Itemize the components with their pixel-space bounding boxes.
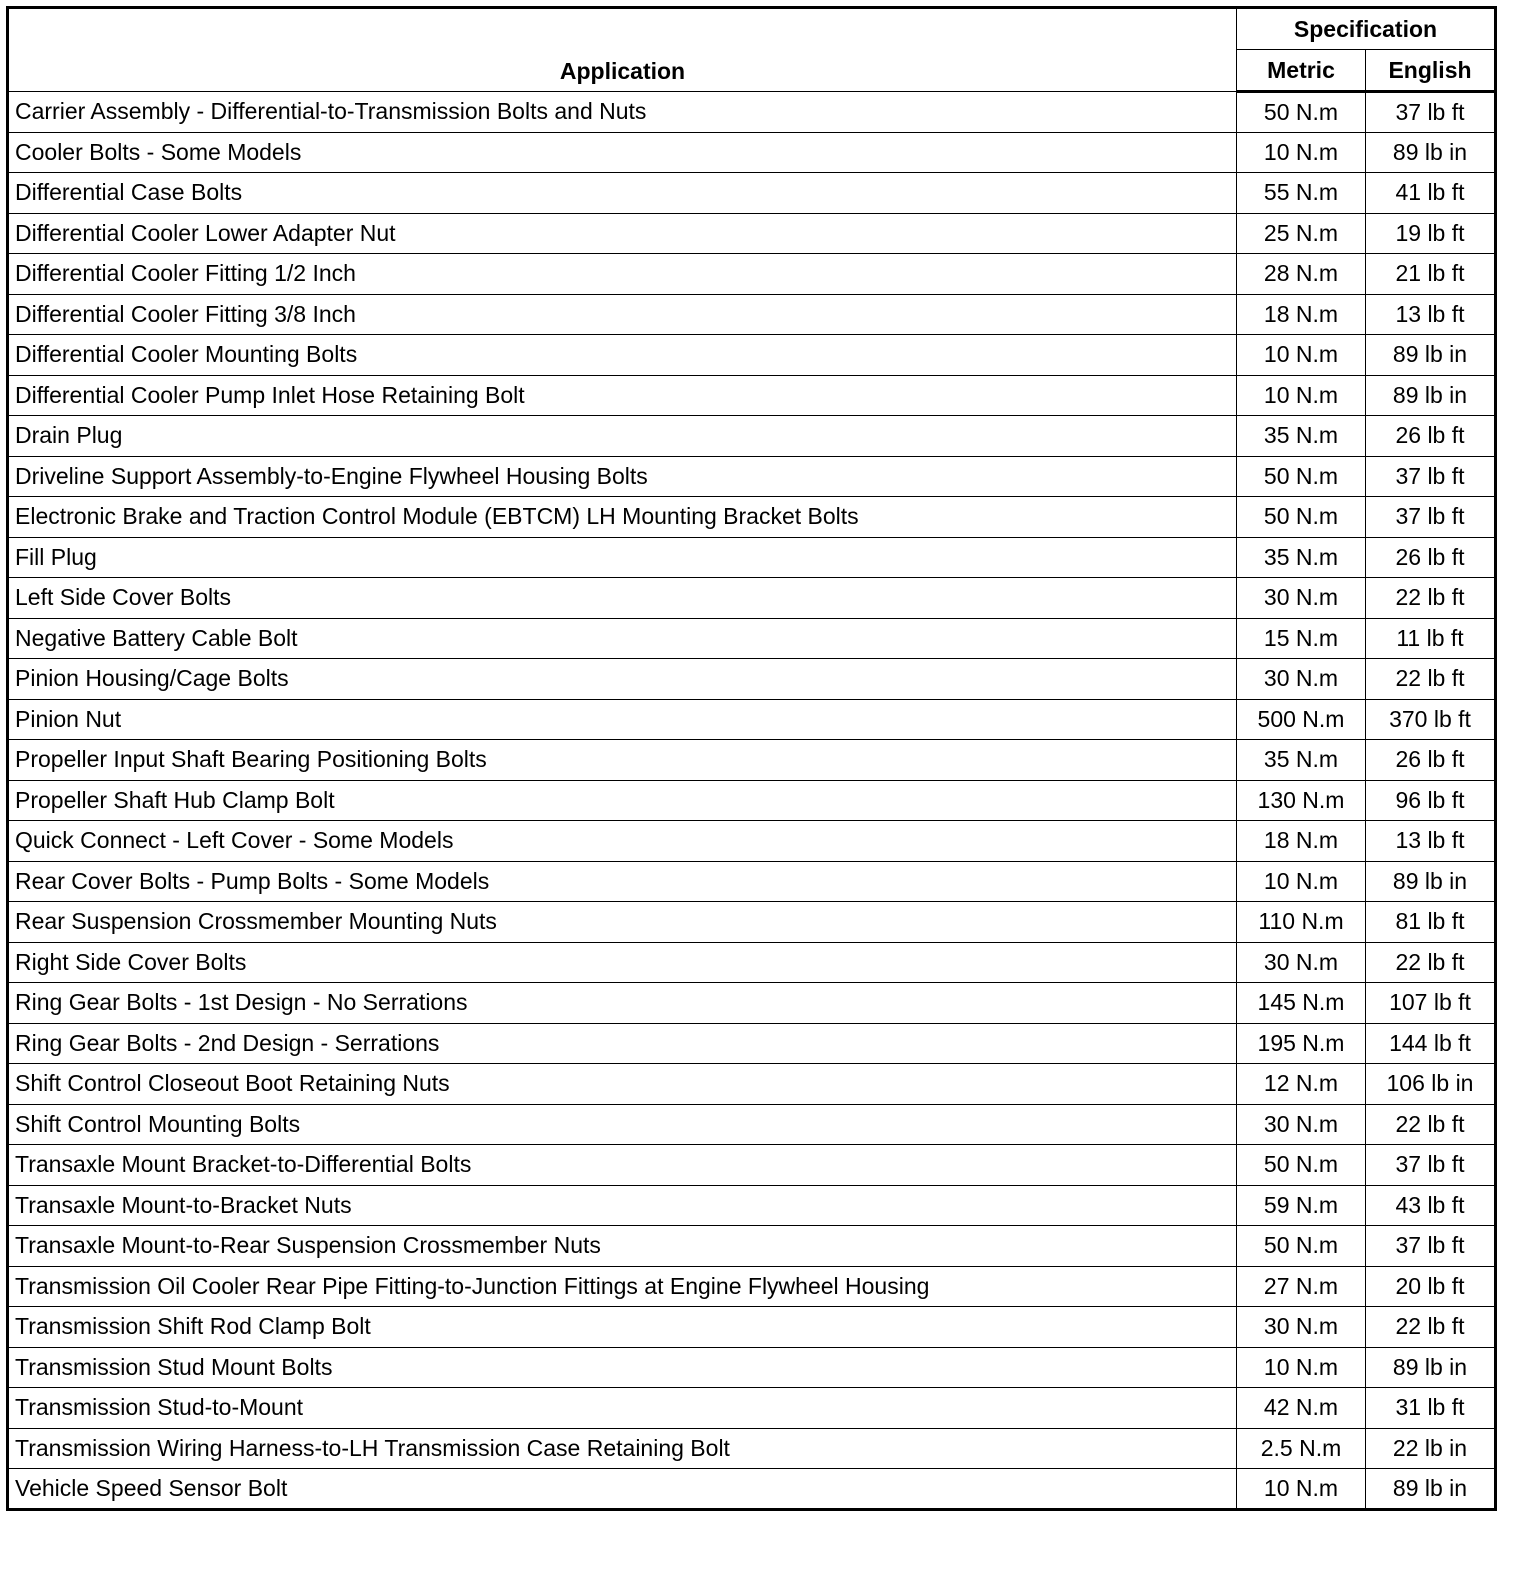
torque-specification-table — [6, 6, 1497, 1511]
application-cell: Propeller Shaft Hub Clamp Bolt — [8, 780, 1237, 821]
english-cell: 22 lb in — [1366, 1428, 1496, 1469]
metric-cell: 59 N.m — [1237, 1185, 1366, 1226]
application-cell: Pinion Housing/Cage Bolts — [8, 659, 1237, 700]
table-row — [8, 1023, 1496, 1064]
table-row — [8, 537, 1496, 578]
metric-cell: 35 N.m — [1237, 537, 1366, 578]
english-cell: 22 lb ft — [1366, 659, 1496, 700]
metric-cell: 50 N.m — [1237, 1226, 1366, 1267]
application-cell: Differential Cooler Mounting Bolts — [8, 335, 1237, 376]
english-cell: 13 lb ft — [1366, 294, 1496, 335]
english-cell: 89 lb in — [1366, 1469, 1496, 1510]
metric-cell: 18 N.m — [1237, 294, 1366, 335]
application-cell: Transmission Wiring Harness-to-LH Transmission Case Retaining Bolt — [8, 1428, 1237, 1469]
table-row — [8, 861, 1496, 902]
metric-cell: 15 N.m — [1237, 618, 1366, 659]
application-cell: Differential Cooler Lower Adapter Nut — [8, 213, 1237, 254]
application-cell: Transaxle Mount-to-Rear Suspension Crossmember Nuts — [8, 1226, 1237, 1267]
application-cell: Differential Case Bolts — [8, 173, 1237, 214]
english-cell: 22 lb ft — [1366, 1307, 1496, 1348]
english-cell: 144 lb ft — [1366, 1023, 1496, 1064]
table-row — [8, 659, 1496, 700]
table-row — [8, 780, 1496, 821]
header-row-top — [8, 8, 1496, 50]
metric-cell: 145 N.m — [1237, 983, 1366, 1024]
table-row — [8, 942, 1496, 983]
application-cell: Negative Battery Cable Bolt — [8, 618, 1237, 659]
application-cell: Transmission Shift Rod Clamp Bolt — [8, 1307, 1237, 1348]
metric-header: Metric — [1237, 50, 1366, 92]
table-row — [8, 375, 1496, 416]
english-cell: 107 lb ft — [1366, 983, 1496, 1024]
application-cell: Differential Cooler Pump Inlet Hose Retaining Bolt — [8, 375, 1237, 416]
table-row — [8, 1469, 1496, 1510]
application-cell: Transaxle Mount-to-Bracket Nuts — [8, 1185, 1237, 1226]
english-cell: 37 lb ft — [1366, 456, 1496, 497]
metric-cell: 50 N.m — [1237, 497, 1366, 538]
english-cell: 11 lb ft — [1366, 618, 1496, 659]
application-cell: Differential Cooler Fitting 1/2 Inch — [8, 254, 1237, 295]
table-row — [8, 213, 1496, 254]
application-cell: Rear Suspension Crossmember Mounting Nuts — [8, 902, 1237, 943]
table-row — [8, 983, 1496, 1024]
table-row — [8, 740, 1496, 781]
application-cell: Cooler Bolts - Some Models — [8, 132, 1237, 173]
english-cell: 37 lb ft — [1366, 1145, 1496, 1186]
application-cell: Shift Control Mounting Bolts — [8, 1104, 1237, 1145]
metric-cell: 35 N.m — [1237, 416, 1366, 457]
table-row — [8, 1266, 1496, 1307]
table-row — [8, 1388, 1496, 1429]
table-row — [8, 335, 1496, 376]
metric-cell: 2.5 N.m — [1237, 1428, 1366, 1469]
english-cell: 19 lb ft — [1366, 213, 1496, 254]
metric-cell: 30 N.m — [1237, 1104, 1366, 1145]
english-cell: 22 lb ft — [1366, 942, 1496, 983]
table-row — [8, 1185, 1496, 1226]
english-cell: 96 lb ft — [1366, 780, 1496, 821]
english-cell: 106 lb in — [1366, 1064, 1496, 1105]
english-cell: 22 lb ft — [1366, 1104, 1496, 1145]
metric-cell: 50 N.m — [1237, 456, 1366, 497]
metric-cell: 42 N.m — [1237, 1388, 1366, 1429]
application-cell: Fill Plug — [8, 537, 1237, 578]
metric-cell: 10 N.m — [1237, 132, 1366, 173]
metric-cell: 110 N.m — [1237, 902, 1366, 943]
application-cell: Rear Cover Bolts - Pump Bolts - Some Models — [8, 861, 1237, 902]
metric-cell: 30 N.m — [1237, 942, 1366, 983]
application-cell: Pinion Nut — [8, 699, 1237, 740]
metric-cell: 30 N.m — [1237, 659, 1366, 700]
english-header: English — [1366, 50, 1496, 92]
english-cell: 26 lb ft — [1366, 416, 1496, 457]
table-row — [8, 821, 1496, 862]
metric-cell: 50 N.m — [1237, 1145, 1366, 1186]
application-cell: Ring Gear Bolts - 1st Design - No Serrations — [8, 983, 1237, 1024]
table-row — [8, 618, 1496, 659]
english-cell: 89 lb in — [1366, 375, 1496, 416]
table-row — [8, 1145, 1496, 1186]
table-row — [8, 699, 1496, 740]
table-row — [8, 902, 1496, 943]
table-row — [8, 416, 1496, 457]
metric-cell: 30 N.m — [1237, 1307, 1366, 1348]
table-row — [8, 1428, 1496, 1469]
application-cell: Transmission Stud-to-Mount — [8, 1388, 1237, 1429]
application-cell: Ring Gear Bolts - 2nd Design - Serrations — [8, 1023, 1237, 1064]
english-cell: 37 lb ft — [1366, 92, 1496, 133]
metric-cell: 27 N.m — [1237, 1266, 1366, 1307]
metric-cell: 195 N.m — [1237, 1023, 1366, 1064]
application-cell: Driveline Support Assembly-to-Engine Flywheel Housing Bolts — [8, 456, 1237, 497]
table-row — [8, 1226, 1496, 1267]
metric-cell: 10 N.m — [1237, 1347, 1366, 1388]
table-row — [8, 92, 1496, 133]
english-cell: 20 lb ft — [1366, 1266, 1496, 1307]
table-header — [8, 8, 1496, 92]
application-cell: Transaxle Mount Bracket-to-Differential Bolts — [8, 1145, 1237, 1186]
english-cell: 26 lb ft — [1366, 740, 1496, 781]
application-cell: Shift Control Closeout Boot Retaining Nuts — [8, 1064, 1237, 1105]
table-row — [8, 254, 1496, 295]
metric-cell: 28 N.m — [1237, 254, 1366, 295]
metric-cell: 30 N.m — [1237, 578, 1366, 619]
application-cell: Quick Connect - Left Cover - Some Models — [8, 821, 1237, 862]
application-cell: Differential Cooler Fitting 3/8 Inch — [8, 294, 1237, 335]
english-cell: 89 lb in — [1366, 132, 1496, 173]
english-cell: 370 lb ft — [1366, 699, 1496, 740]
english-cell: 26 lb ft — [1366, 537, 1496, 578]
metric-cell: 10 N.m — [1237, 1469, 1366, 1510]
table-row — [8, 1307, 1496, 1348]
english-cell: 37 lb ft — [1366, 497, 1496, 538]
specification-header: Specification — [1237, 8, 1496, 50]
english-cell: 89 lb in — [1366, 335, 1496, 376]
english-cell: 13 lb ft — [1366, 821, 1496, 862]
table-row — [8, 1104, 1496, 1145]
english-cell: 41 lb ft — [1366, 173, 1496, 214]
english-cell: 43 lb ft — [1366, 1185, 1496, 1226]
application-cell: Left Side Cover Bolts — [8, 578, 1237, 619]
metric-cell: 25 N.m — [1237, 213, 1366, 254]
metric-cell: 55 N.m — [1237, 173, 1366, 214]
table-row — [8, 497, 1496, 538]
application-cell: Propeller Input Shaft Bearing Positioning Bolts — [8, 740, 1237, 781]
metric-cell: 35 N.m — [1237, 740, 1366, 781]
english-cell: 22 lb ft — [1366, 578, 1496, 619]
application-cell: Drain Plug — [8, 416, 1237, 457]
english-cell: 81 lb ft — [1366, 902, 1496, 943]
table-row — [8, 578, 1496, 619]
table-row — [8, 1347, 1496, 1388]
metric-cell: 12 N.m — [1237, 1064, 1366, 1105]
metric-cell: 130 N.m — [1237, 780, 1366, 821]
english-cell: 89 lb in — [1366, 1347, 1496, 1388]
application-cell: Transmission Oil Cooler Rear Pipe Fitting-to-Junction Fittings at Engine Flywheel Housing — [8, 1266, 1237, 1307]
metric-cell: 10 N.m — [1237, 861, 1366, 902]
metric-cell: 10 N.m — [1237, 335, 1366, 376]
application-cell: Vehicle Speed Sensor Bolt — [8, 1469, 1237, 1510]
application-cell: Electronic Brake and Traction Control Module (EBTCM) LH Mounting Bracket Bolts — [8, 497, 1237, 538]
application-header: Application — [8, 8, 1237, 92]
english-cell: 21 lb ft — [1366, 254, 1496, 295]
metric-cell: 500 N.m — [1237, 699, 1366, 740]
application-cell: Transmission Stud Mount Bolts — [8, 1347, 1237, 1388]
application-cell: Carrier Assembly - Differential-to-Transmission Bolts and Nuts — [8, 92, 1237, 133]
metric-cell: 10 N.m — [1237, 375, 1366, 416]
application-cell: Right Side Cover Bolts — [8, 942, 1237, 983]
english-cell: 37 lb ft — [1366, 1226, 1496, 1267]
table-row — [8, 173, 1496, 214]
table-row — [8, 1064, 1496, 1105]
metric-cell: 50 N.m — [1237, 92, 1366, 133]
english-cell: 89 lb in — [1366, 861, 1496, 902]
metric-cell: 18 N.m — [1237, 821, 1366, 862]
english-cell: 31 lb ft — [1366, 1388, 1496, 1429]
table-row — [8, 132, 1496, 173]
table-row — [8, 456, 1496, 497]
table-body — [8, 92, 1496, 1510]
table-row — [8, 294, 1496, 335]
